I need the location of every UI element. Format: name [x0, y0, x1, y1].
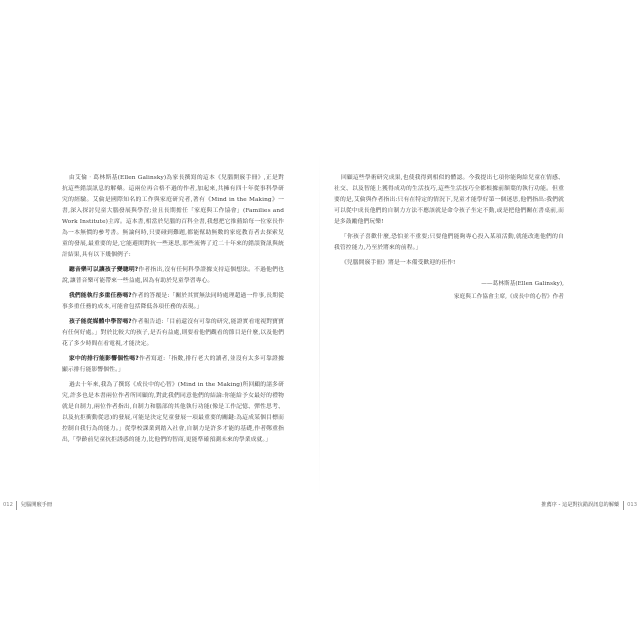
closing-paragraph: 過去十年來,我為了撰寫《成長中的心智》(Mind in the Making)所回顧的諸多研究,許多也是本書兩位作者所回顧的,對此我們同意他們的結論:你能給予女最好的禮物就是自制力,兩位作者指出,自制力和腦部的其他執行功能(像是工作記憶、彈性思考、以及抗拒衝動從惡)的發展,可能是決定兒童發展一項最重要的關鍵:為這成某個目標而控制自我行為的能力。」從學校課業到踏入社會,自制力是許多才能的基礎,作者鄭重指出,「學齡前兒童抗拒誘惑的能力,比他們的智商,更能準確預測未來的學業成就。」 [62, 382, 284, 443]
right-text-column [334, 173, 564, 303]
qa-item-birth-order [62, 354, 284, 376]
page-number: 013 [627, 502, 637, 508]
signature-title: 家庭與工作協會主席,《成長中的心智》作者 [453, 294, 564, 300]
right-page [320, 0, 640, 640]
qa-answer: 作者寫道:「指數,排行老大的讀者,並沒有太多可靠證據顯示排行能影響個性。」 [62, 356, 284, 373]
qa-question: 我們能執行多重任務嗎? [68, 293, 132, 299]
recommendation-line: 《兒腦開竅手冊》將是一本備受歡迎的佳作! [340, 260, 456, 266]
qa-item-multitask [62, 291, 284, 313]
qa-answer: 作者報告道:「目前還沒有可靠的研究,能證實看電視對寶寶有任何好處。」對於比較大的孩子,是否有益處,則要看他們觀看的節目是什麼,以及他們花了多少時間在看電視,才能決定。 [62, 319, 285, 347]
qa-question: 孩子能從媒體中學習嗎? [68, 319, 132, 325]
left-footer [0, 499, 56, 511]
left-text-column [62, 173, 284, 450]
right-footer [537, 499, 640, 511]
quote-paragraph: 「你孩子喜歡什麼,恐怕並不重要;只要他們能夠專心投入某項活動,就能改進他們的自我管控能力,乃至於將來的前程。」 [334, 234, 564, 251]
qa-answer: 作者的答覆是:「關於其實無法同時處理超過一件事,長期從事多重任務的成本,可能會包括降低各項任務的表現。」 [62, 293, 285, 310]
running-title: 兒腦開竅手冊 [20, 502, 53, 508]
qa-question: 家中的排行能影響個性嗎? [68, 356, 139, 362]
page-number: 012 [3, 502, 13, 508]
qa-item-media [62, 317, 284, 350]
signature-name: ——葛林斯基(Ellen Galinsky), [481, 281, 564, 287]
qa-question: 聽音樂可以讓孩子變聰明? [68, 267, 139, 273]
qa-item-music [62, 265, 284, 287]
body-paragraph: 回顧這些學術研究成果,也使我得到相似的體認。今我提出七項你能夠給兒童在情感、社交、以及智能上獲得成功的生活技巧,這些生活技巧全都根據前額葉的執行功能。但重要的是,艾倫與作者指出:只有在特定的情況下,兒童才能學好第一個迷思,他們指出:我們就可以從中成長他們的自制力方法不應該就是命令孩子坐定不動,或是把他們關在書桌前,而是多鼓勵他們玩樂! [334, 175, 564, 225]
qa-answer: 作者指出,沒有任何科學證據支持這個想法。不過他們也說,讓普音樂可能帶來一些益處,因為有助於兒童學習專心。 [62, 267, 284, 284]
running-title: 推薦序 - 這是對抗錯誤訊息的解藥 [541, 502, 620, 508]
intro-paragraph: 由艾倫‧葛林斯基(Ellen Galinsky)為家長撰寫的這本《兒腦開竅手冊》,正是對抗這些錯誤訊息的解藥。這兩位再合格不過的作者,加起來,共擁有四十年從事科學研究的經驗。艾倫是國際知名的工作與家庭研究者,著有《Mind in the Making》一書,深入探討兒童大腦發展與學習;並且長期擔任「家庭與工作協會」(Families and Work Institute)主席。這本書,相當於兒腦的百科全書,我想把它推薦給每一位家長作為一本無價的參考書。無論何時,只要碰到難題,都能幫助無數的家庭教育者去探索兒童的發展,最重要的是,它能避開對抗一些迷思,那些流傳了近二十年來的錯誤資訊與統計結果,具有以下幾個例子: [62, 175, 284, 258]
